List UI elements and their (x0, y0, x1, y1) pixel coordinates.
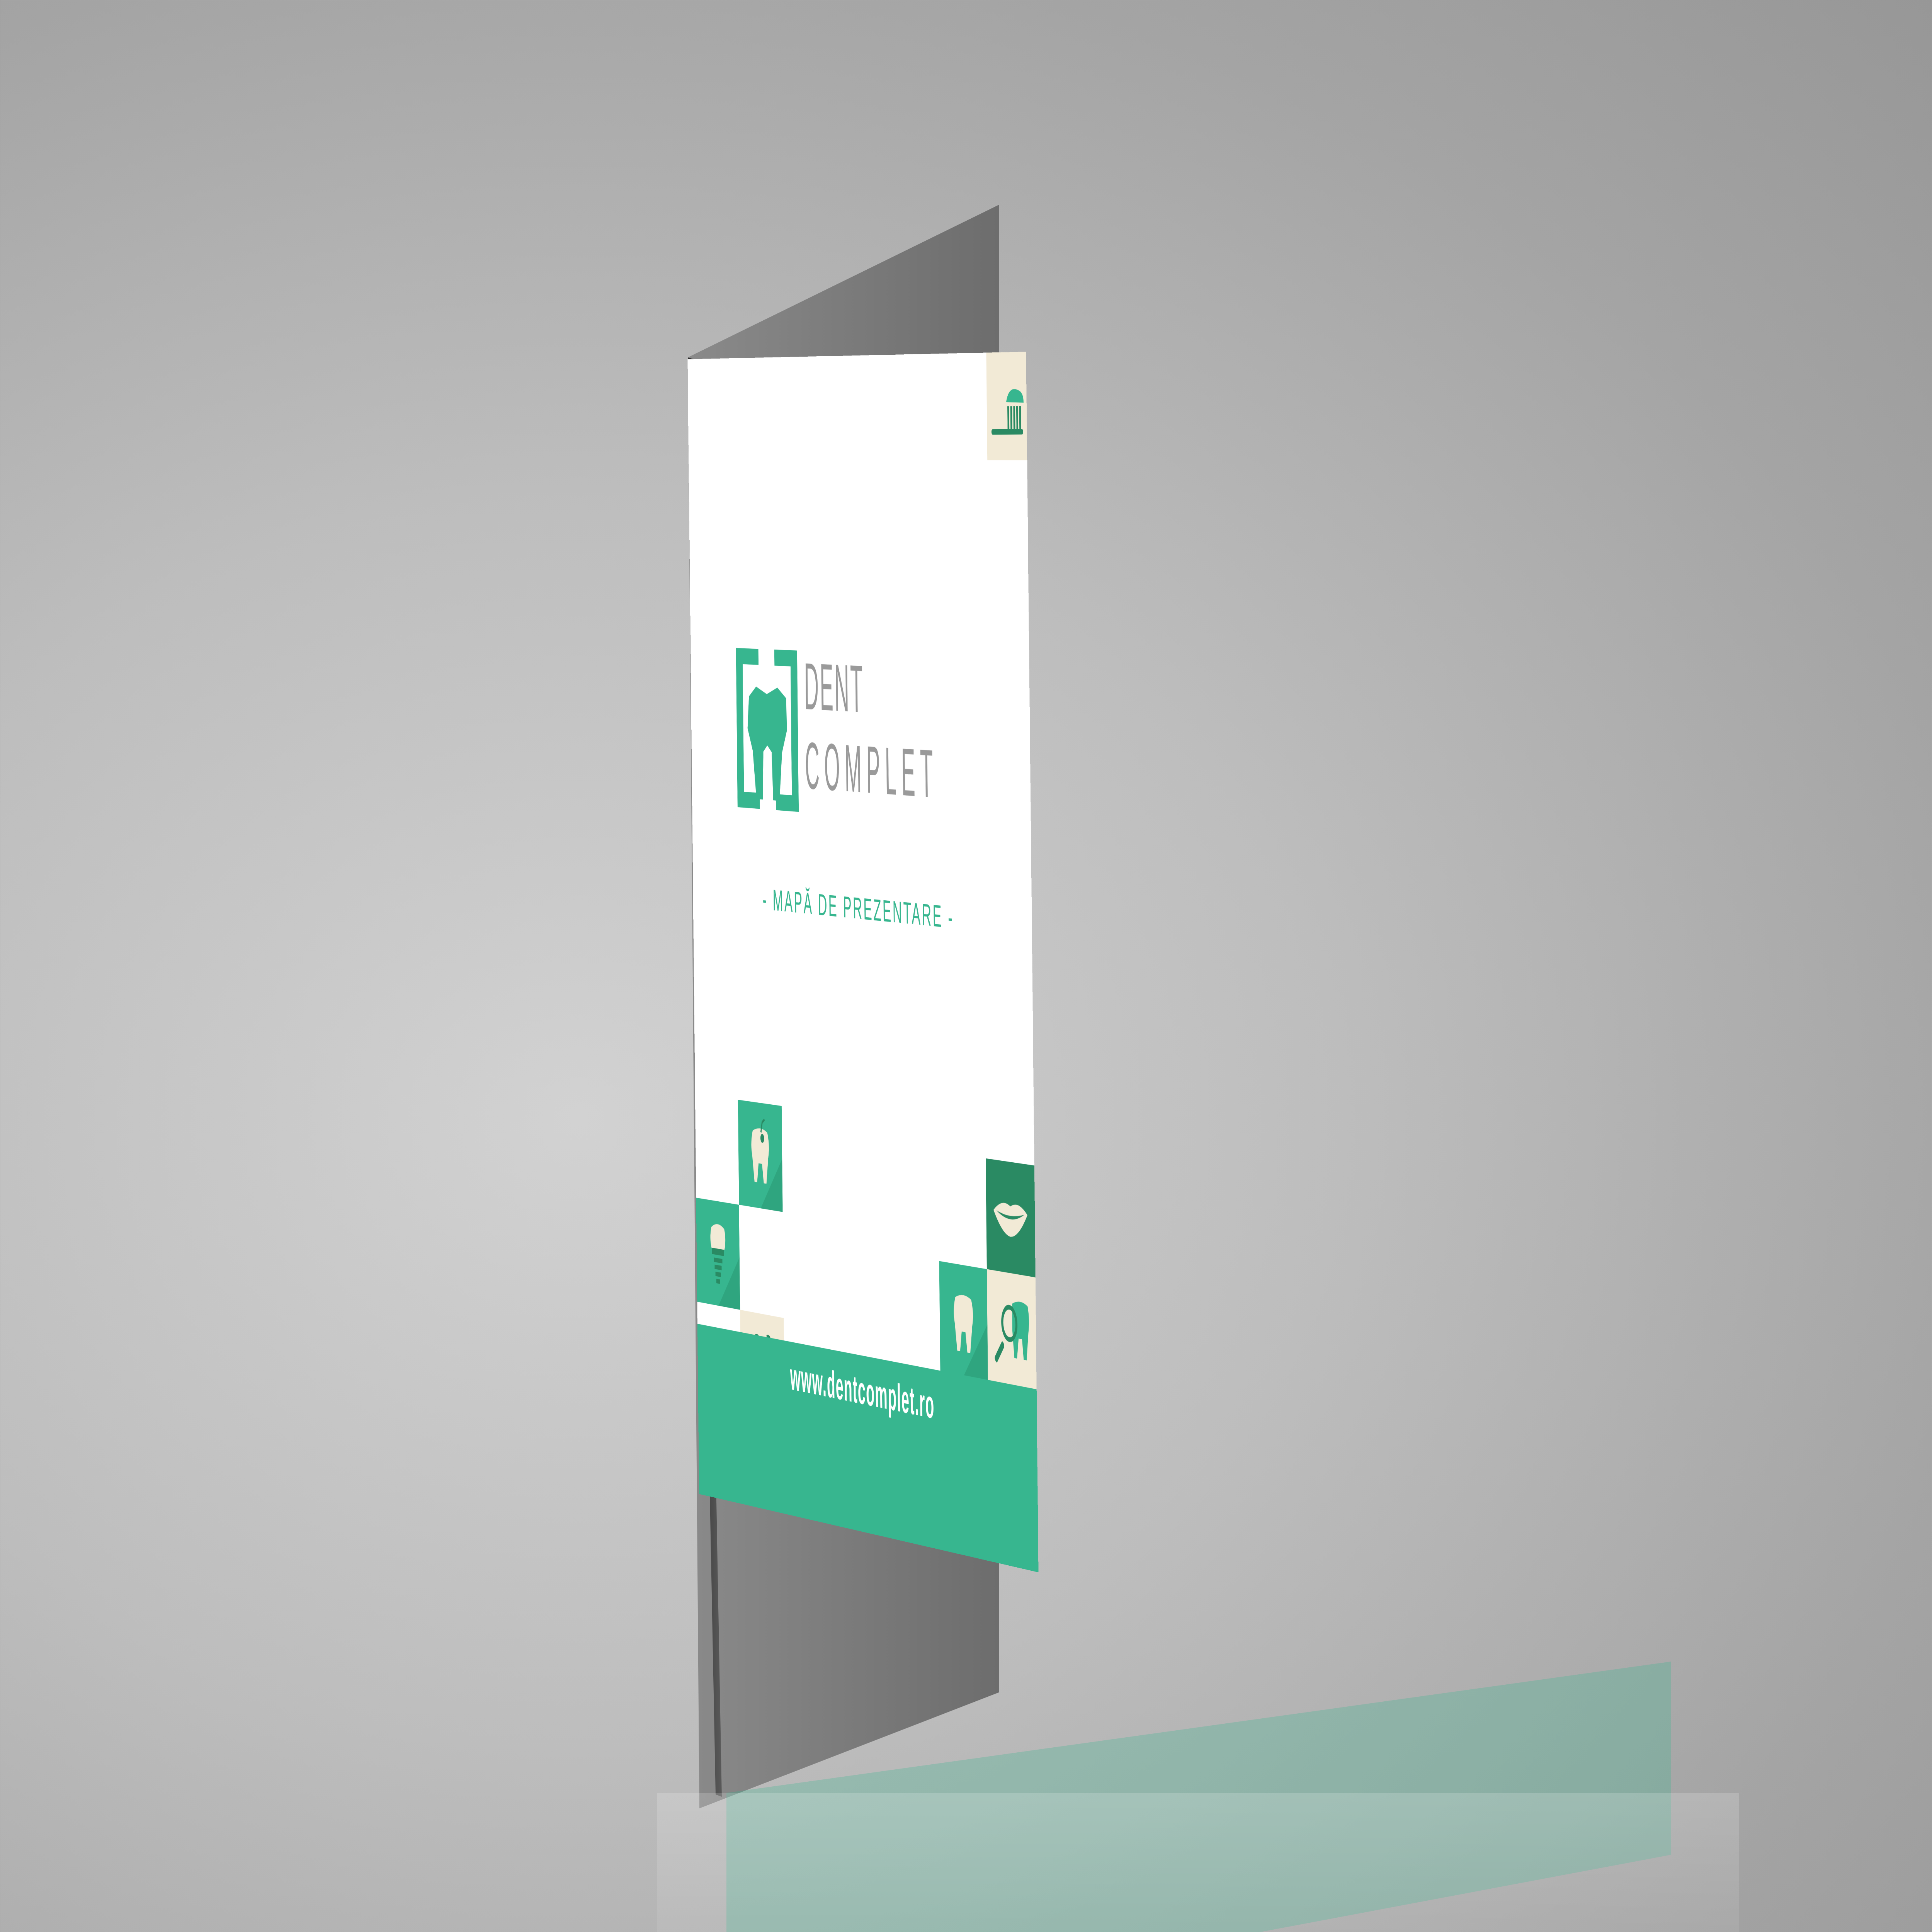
cover-subtitle: - MAPĂ DE PREZENTARE - (762, 883, 954, 935)
dental-implant-tile (696, 1198, 740, 1310)
brand-line-1: DENT (804, 649, 864, 727)
logo (736, 648, 987, 847)
tooth-magnifier-tile (987, 1269, 1037, 1389)
dental-implant-icon (696, 1198, 740, 1310)
smile-lips-tile (986, 1158, 1036, 1277)
tooth-tile (939, 1261, 988, 1380)
toothbrush-icon (986, 352, 1027, 460)
website-url: www.dentcomplet.ro (790, 1355, 935, 1427)
tooth-frame-logo-icon (736, 648, 799, 812)
decayed-tooth-tile (738, 1100, 783, 1212)
smile-lips-icon (986, 1158, 1036, 1277)
brand-line-2: COMPLET (804, 728, 939, 813)
decayed-tooth-icon (738, 1100, 783, 1212)
tooth-magnifier-icon (987, 1269, 1037, 1389)
floor-sheen (657, 1793, 1739, 1932)
tooth-icon (939, 1261, 988, 1380)
folder-front-cover (688, 352, 1039, 1572)
toothbrush-tile (986, 352, 1027, 460)
